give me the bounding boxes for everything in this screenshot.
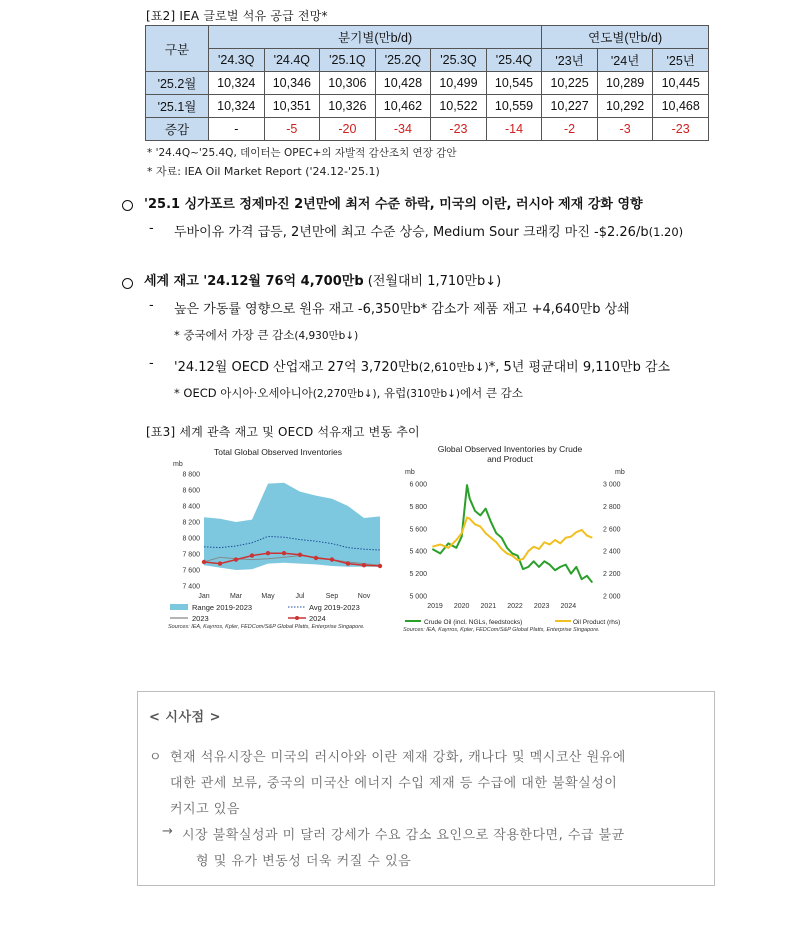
period-header: '24년 [597, 49, 653, 72]
cell: 10,499 [431, 72, 487, 95]
cell: 10,346 [264, 72, 320, 95]
implication-1-mark: ㅇ [149, 750, 163, 765]
cell: 10,292 [597, 95, 653, 118]
bullet-2-note-2-text: * OECD 아시아·오세아니아 [174, 386, 313, 400]
y-tick-label-right: 2 600 [603, 526, 621, 534]
y-tick-label-right: 2 800 [603, 503, 621, 511]
bullet-1-title: '25.1 싱가포르 정제마진 2년만에 최저 수준 하락, 미국의 이란, 러시아 제재 강화 영향 [144, 197, 643, 212]
x-tick-label: 2024 [560, 603, 577, 610]
range-band [204, 483, 380, 570]
x-tick-label: 2019 [427, 603, 443, 610]
data-point-2024 [378, 564, 382, 568]
data-point-2024 [314, 556, 318, 560]
cell: 10,522 [431, 95, 487, 118]
cell: -34 [375, 118, 431, 141]
dash-marker: - [149, 298, 154, 313]
period-header: '25.2Q [375, 49, 431, 72]
implications-box [137, 691, 715, 886]
bullet-2-sub-1: 높은 가동률 영향으로 원유 재고 -6,350만b* 감소가 제품 재고 +4,640만b 상쇄 [174, 302, 630, 317]
legend-crude: Crude Oil (incl. NGLs, feedstocks) [424, 619, 523, 626]
y-tick-label: 8 000 [182, 535, 200, 543]
quarterly-group-header: 분기별(만b/d) [209, 26, 542, 49]
bullet-2-sub-2-small: (2,610만b↓) [418, 360, 489, 374]
period-header: '25.4Q [486, 49, 542, 72]
crude-product-inventories-chart [395, 444, 635, 644]
legend-swatch-2024-marker [295, 616, 299, 620]
period-header: '24.3Q [209, 49, 265, 72]
bullet-2-note-1 [174, 327, 358, 343]
chart2-source: Sources: IEA, Kayrros, Kpler, FEDCom/S&P Global Platts, Enterprise Singapore. [403, 627, 600, 633]
table2-caption: [표2] IEA 글로벌 석유 공급 전망* [146, 9, 328, 23]
dash-marker: - [149, 221, 154, 236]
y-tick-label: 7 800 [182, 551, 200, 559]
cell: -23 [653, 118, 709, 141]
period-header: '25년 [653, 49, 709, 72]
cell: 10,324 [209, 95, 265, 118]
y-tick-label-left: 5 600 [409, 526, 427, 534]
cell: 10,225 [542, 72, 598, 95]
data-point-2024 [234, 557, 238, 561]
x-tick-label: Jan [198, 593, 210, 600]
dash-marker: - [149, 356, 154, 371]
cell: -3 [597, 118, 653, 141]
cell: 10,428 [375, 72, 431, 95]
cell: -5 [264, 118, 320, 141]
period-header: '25.3Q [431, 49, 487, 72]
table2-source: * 자료: IEA Oil Market Report ('24.12-'25.1) [147, 165, 380, 178]
implication-2-line-1: 시장 불확실성과 미 달러 강세가 수요 감소 요인으로 작용한다면, 수급 불균 [182, 828, 625, 843]
ring-bullet-icon [122, 274, 133, 293]
bullet-2-sub-2 [174, 356, 670, 375]
data-point-2024 [346, 561, 350, 565]
cell: -23 [431, 118, 487, 141]
data-point-2024 [298, 553, 302, 557]
yearly-group-header: 연도별(만b/d) [542, 26, 709, 49]
cell: -20 [320, 118, 376, 141]
cell: 10,462 [375, 95, 431, 118]
bullet-2-title-text: 세계 재고 '24.12월 76억 4,700만b [144, 274, 364, 289]
chart1-ylabel: mb [173, 461, 183, 468]
data-point-2024 [330, 557, 334, 561]
period-header: '25.1Q [320, 49, 376, 72]
x-tick-label: 2021 [480, 603, 497, 610]
ring-bullet-icon [122, 196, 133, 215]
y-tick-label: 8 800 [182, 471, 200, 479]
data-point-2024 [266, 551, 270, 555]
row-label: 증감 [146, 118, 209, 141]
row-label: '25.2월 [146, 72, 209, 95]
y-tick-label-right: 2 400 [603, 548, 621, 556]
table-row [146, 72, 709, 95]
series-line-crude [432, 485, 592, 582]
cell: - [209, 118, 265, 141]
bullet-2-note-2-mid: , 유럽 [376, 386, 407, 400]
bullet-2-sub-2-text: '24.12월 OECD 산업재고 27억 3,720만b [174, 360, 419, 375]
x-tick-label: May [261, 593, 275, 600]
period-header: '23년 [542, 49, 598, 72]
arrow-icon: → [162, 824, 174, 839]
x-tick-label: Nov [357, 593, 371, 600]
cell: 10,306 [320, 72, 376, 95]
x-tick-label: 2023 [533, 603, 550, 610]
chart1-title: Total Global Observed Inventories [213, 447, 343, 457]
chart2-ylabel-left: mb [405, 469, 415, 476]
y-tick-label-left: 5 200 [409, 571, 427, 579]
y-tick-label: 7 400 [182, 583, 200, 591]
x-tick-label: Mar [229, 593, 243, 600]
data-point-2024 [282, 551, 286, 555]
x-tick-label: Sep [325, 593, 339, 600]
y-tick-label-left: 5 800 [409, 503, 427, 511]
y-tick-label-left: 5 000 [409, 593, 427, 601]
bullet-2-note-2-small-2: (310만b↓) [406, 388, 461, 400]
y-tick-label-right: 2 200 [603, 571, 621, 579]
bullet-2-note-2-tail: 에서 큰 감소 [460, 386, 523, 400]
col-label-header: 구분 [146, 26, 209, 72]
legend-avg: Avg 2019-2023 [309, 603, 360, 612]
cell: 10,559 [486, 95, 542, 118]
table2-note: * '24.4Q~'25.4Q, 데이터는 OPEC+의 자발적 감산조치 연장 감안 [147, 147, 457, 159]
bullet-2-sub-2-tail: *, 5년 평균대비 9,110만b 감소 [488, 360, 671, 375]
legend-swatch-range [170, 604, 188, 610]
data-point-2024 [362, 563, 366, 567]
cell: 10,227 [542, 95, 598, 118]
y-tick-label: 8 600 [182, 487, 200, 495]
supply-outlook-table [145, 25, 709, 141]
implication-2-line-2: 형 및 유가 변동성 더욱 커질 수 있음 [196, 854, 412, 869]
y-tick-label-left: 6 000 [409, 481, 427, 489]
implication-1-line-3: 커지고 있음 [170, 802, 240, 817]
chart1-source: Sources: IEA, Kayrros, Kpler, FEDCom/S&P Global Platts, Enterprise Singapore. [168, 624, 365, 630]
x-tick-label: 2020 [453, 603, 470, 610]
bullet-2-note-2 [174, 385, 523, 401]
bullet-2-title-tail: (전월대비 1,710만b↓) [363, 274, 502, 289]
table-row [146, 95, 709, 118]
legend-range: Range 2019-2023 [192, 603, 253, 612]
bullet-2-title [144, 270, 501, 289]
implication-1-line-2: 대한 관세 보류, 중국의 미국산 에너지 수입 제재 등 수급에 대한 불확실성이 [170, 776, 618, 791]
y-tick-label: 8 400 [182, 503, 200, 511]
y-tick-label-left: 5 400 [409, 548, 427, 556]
global-inventories-chart [160, 444, 388, 644]
cell: 10,326 [320, 95, 376, 118]
table-row [146, 118, 709, 141]
y-tick-label: 7 600 [182, 567, 200, 575]
cell: 10,445 [653, 72, 709, 95]
bullet-2-note-2-small-1: (2,270만b↓) [312, 388, 377, 400]
implication-1-line-1: 현재 석유시장은 미국의 러시아와 이란 제재 강화, 캐나다 및 멕시코산 원유에 [170, 750, 626, 765]
bullet-2-note-1-text: * 중국에서 가장 큰 감소 [174, 328, 295, 342]
chart2-title: Global Observed Inventories by Crude and Product [437, 444, 583, 464]
legend-product: Oil Product (rhs) [573, 619, 621, 626]
bullet-1-sub-text: 두바이유 가격 급등, 2년만에 최고 수준 상승, Medium Sour 크래킹 마진 -$2.26/b [174, 225, 649, 240]
data-point-2024 [218, 561, 222, 565]
y-tick-label-right: 2 000 [603, 593, 621, 601]
bullet-1-sub [174, 221, 683, 240]
bullet-2-note-1-small: (4,930만b↓) [294, 330, 359, 342]
legend-2024: 2024 [309, 614, 326, 623]
cell: 10,351 [264, 95, 320, 118]
cell: -14 [486, 118, 542, 141]
x-tick-label: Jul [295, 593, 305, 600]
cell: 10,324 [209, 72, 265, 95]
cell: 10,468 [653, 95, 709, 118]
y-tick-label-right: 3 000 [603, 481, 621, 489]
bullet-1-sub-date: (1.20) [648, 225, 684, 239]
data-point-2024 [202, 560, 206, 564]
table3-caption: [표3] 세계 관측 재고 및 OECD 석유재고 변동 추이 [146, 425, 420, 439]
chart2-ylabel-right: mb [615, 469, 625, 476]
legend-2023: 2023 [192, 614, 209, 623]
y-tick-label: 8 200 [182, 519, 200, 527]
row-label: '25.1월 [146, 95, 209, 118]
implications-title: < 시사점 > [149, 710, 222, 725]
cell: -2 [542, 118, 598, 141]
cell: 10,545 [486, 72, 542, 95]
period-header: '24.4Q [264, 49, 320, 72]
data-point-2024 [250, 553, 254, 557]
x-tick-label: 2022 [507, 603, 523, 610]
cell: 10,289 [597, 72, 653, 95]
